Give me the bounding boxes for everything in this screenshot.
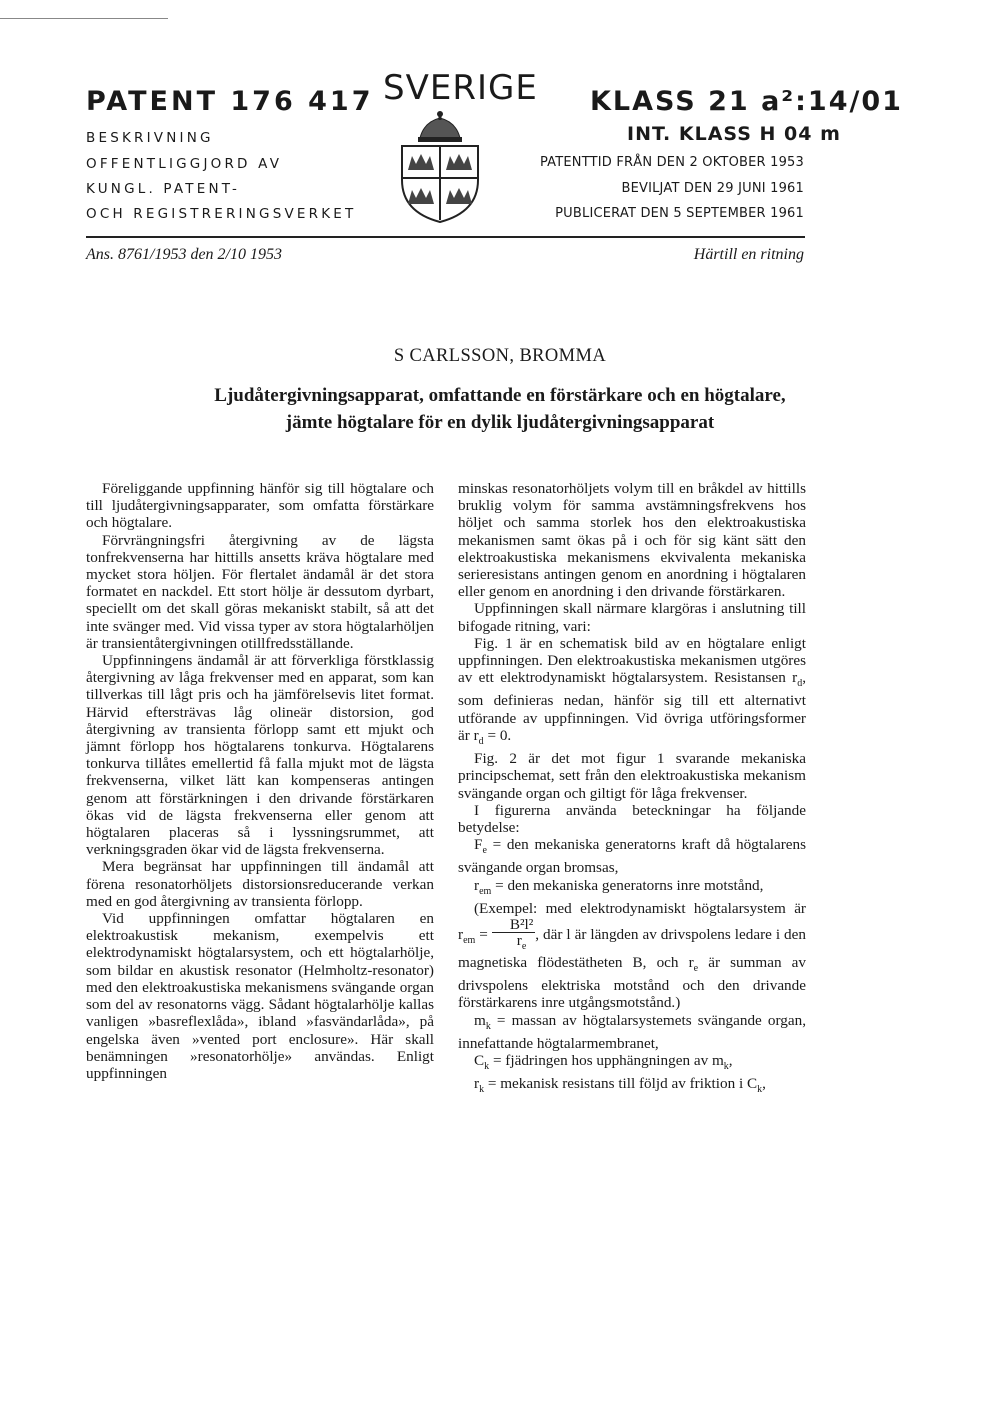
paragraph: Uppfinningen skall närmare klargöras i anslutning till bifogade ritning, vari:: [458, 600, 806, 635]
paragraph: minskas resonatorhöljets volym till en bråkdel av hittills bruklig volym för samma avstämningsfrekvens hos höljet och samma storlek hos den elektroakustiska mekanismen samt ökas på i och för sig känt sätt den elektroakustiska mekanismens ekvivalenta mekaniska serieresistans antingen genom en anordning i högtalaren eller genom en anordning i den drivande förstärkaren.: [458, 480, 806, 601]
paragraph: Uppfinningens ändamål är att förverkliga förstklassig återgivning av låga frekvenser med en apparat, som kan tillverkas till lågt pris och ha jämförelsevis litet format. Härvid eftersträvas låg olineär distorsion, god återgivning av transienta förlopp samt ett mjukt och jämnt förlopp hos högtalarens tonkurva. Högtalarens tonkurva tillåtes emellertid få falla mjukt mot de lägsta frekvenserna, vilket lätt kan kompenseras antingen genom att förstärkningen i den drivande förstärkaren ökas vid de lägsta frekvenserna eller genom att högtalaren placeras så i lyssningsrummet, att verkningsgraden ökar vid de lägsta frekvenserna.: [86, 652, 434, 859]
country-label: SVERIGE: [383, 68, 538, 108]
header-divider: [86, 236, 805, 238]
paragraph: I figurerna använda beteckningar ha följande betydelse:: [458, 801, 806, 836]
right-column: [458, 480, 806, 1099]
paragraph-fig1: Fig. 1 är en schematisk bild av en högtalare enligt uppfinningen. Den elektroakustiska mekanismen utgöres av ett elektrodynamiskt högtalarsystem. Resistansen $r_d$, som definieras nedan, hänför sig till ett alternativt utförande av uppfinningen. Vid övriga utföringsformer är $r_d = 0$.: [458, 634, 806, 747]
paragraph: Föreliggande uppfinning hänför sig till högtalare och till ljudåtergivningsapparater, som omfatta förstärkare och högtalare.: [86, 480, 434, 532]
patent-number: PATENT 176 417: [86, 86, 374, 117]
coat-of-arms-icon: [394, 108, 486, 224]
title-line-1: Ljudåtergivningsapparat, omfattande en förstärkare och en högtalare,: [214, 385, 786, 406]
title-line-2: jämte högtalare för en dylik ljudåtergivningsapparat: [285, 412, 715, 433]
int-klass-label: INT. KLASS H 04 m: [627, 123, 841, 145]
paragraph: Vid uppfinningen omfattar högtalaren en elektroakustisk mekanism, exempelvis ett elektrodynamiskt högtalarsystem, och ett högtalarhölje, som bildar en akustisk resonator (Helmholtz-resonator) med den elektroakustiska mekanismens svängande organ som del av resonatorns vägg. Sådant högtalarhölje kallas vanligen »basreflexlåda», ibland »fasvändarlåda», på engelska även »vented port enclosure». Här skall benämningen »resonatorhölje» användas. Enligt uppfinningen: [86, 910, 434, 1082]
date-beviljat: BEVILJAT DEN 29 JUNI 1961: [621, 181, 804, 196]
example-paragraph: (Exempel: med elektrodynamiskt högtalarsystem är $r_{em}$ = $\frac{\text{B²l²}}{r_e}$ , där l är längden av drivspolens ledare i den magnetiska flödestätheten B, och $r_e$ är summan av drivspolens elektriska motstånd och den drivande förstärkarens inre utgångsmotstånd.): [458, 899, 806, 1012]
paragraph: Förvrängningsfri återgivning av de lägsta tonfrekvenserna har hittills ansetts kräva högtalare med mycket stora höljen. För flertalet ändamål är det stora formatet en nackdel. Ett stort hölje är dessutom dyrbart, speciellt om det skall göras mekaniskt stabilt, så att det inte svänger med. Vid vissa typer av stora högtalarhöljen är transientåtergivningen otillfredsställande.: [86, 531, 434, 652]
org-line-4: OCH REGISTRERINGSVERKET: [86, 206, 357, 222]
definition-ck: $C_k$ = fjädringen hos upphängningen av $m_k$,: [474, 1052, 733, 1073]
org-line-1: BESKRIVNING: [86, 130, 214, 146]
left-column: [86, 480, 434, 1082]
author: S CARLSSON, BROMMA: [393, 346, 607, 366]
formula-fraction: $\frac{\text{B²l²}}{r_e}$: [492, 917, 535, 954]
org-line-3: KUNGL. PATENT-: [86, 181, 241, 197]
definition-mk: $m_k$ = massan av högtalarsystemets svängande organ, innefattande högtalarmembranet,: [458, 1011, 806, 1052]
paragraph: Mera begränsat har uppfinningen till ändamål att förena resonatorhöljets distorsionsreducerande verkan med en god återgivning av transienta förlopp.: [86, 858, 434, 910]
drawings-note: Härtill en ritning: [693, 246, 804, 263]
application-number: Ans. 8761/1953 den 2/10 1953: [86, 246, 282, 263]
paragraph: Fig. 2 är det mot figur 1 svarande mekaniska principschemat, sett från den elektroakustiska mekanism svängande organ och giltigt för låga frekvenser.: [458, 750, 806, 802]
klass-label: KLASS 21 a²:14/01: [590, 86, 903, 117]
date-publicerat: PUBLICERAT DEN 5 SEPTEMBER 1961: [555, 206, 804, 221]
top-rule: [0, 18, 168, 19]
date-patenttid: PATENTTID FRÅN DEN 2 OKTOBER 1953: [539, 155, 804, 170]
definition-rk: $r_k$ = mekanisk resistans till följd av friktion i $C_k$,: [474, 1075, 766, 1096]
definition-fe: $F_e$ = den mekaniska generatorns kraft då högtalarens svängande organ bromsas,: [458, 836, 806, 877]
definition-rem: $r_{em}$ = den mekaniska generatorns inre motstånd,: [474, 876, 764, 897]
org-line-2: OFFENTLIGGJORD AV: [86, 156, 283, 172]
